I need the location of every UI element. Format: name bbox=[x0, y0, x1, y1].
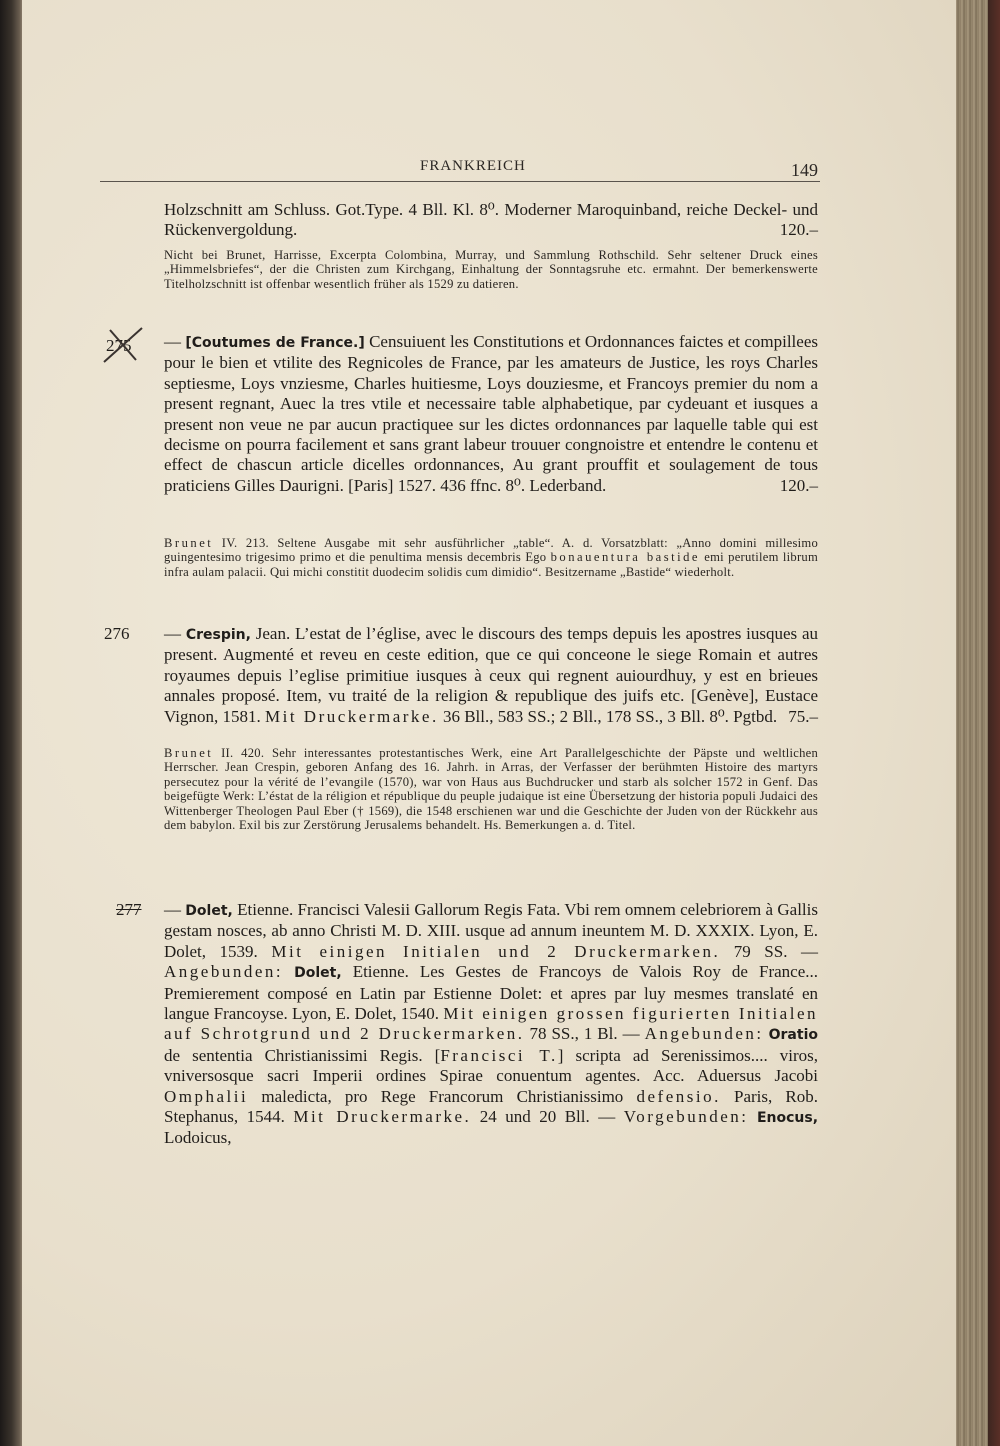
header-rule bbox=[100, 181, 820, 182]
entry-price: 75.– bbox=[788, 706, 818, 726]
catalog-page bbox=[22, 0, 956, 1446]
entry-price: 120.– bbox=[779, 220, 818, 240]
entry-number-277: 277 bbox=[116, 900, 142, 919]
pencil-cross-mark bbox=[96, 322, 152, 370]
book-fore-edge-right bbox=[954, 0, 1000, 1446]
entry-continuation-note: Nicht bei Brunet, Harrisse, Excerpta Colombina, Murray, und Sammlung Rothschild. Sehr seltener Druck eines „Himmelsbriefes“, der die Christen zum Kirchgang, Einhaltung der Sonntagsruhe etc. ermahnt. Der bemerkenswerte Titelholzschnitt ist offenbar wesentlich früher als 1529 zu datieren. bbox=[164, 248, 818, 291]
entry-275-title: [Coutumes de France.] bbox=[185, 335, 365, 351]
entry-continuation-text: Holzschnitt am Schluss. Got.Type. 4 Bll. Kl. 8⁰. Moderner Maroquinband, reiche Deckel- und Rückenvergoldung. 120.– bbox=[164, 200, 818, 240]
page-header bbox=[100, 156, 820, 186]
entry-277-author: Dolet, bbox=[185, 903, 233, 919]
entry-276-author: Crespin, bbox=[185, 627, 251, 643]
entry-275-text: — [Coutumes de France.] Censuiuent les Constitutions et Ordonnances faictes et compillees pour le bien et vtilite des Regnicoles de France, par les amateurs de Justice, les roys Charles septiesme, Loys vnziesme, Charles huitiesme, Loys douziesme, et Francoys premier du nom a present regnant, Auec la tres vtile et necessaire table alphabetique, par cydeuant et iusques a present non veue ne par aucun practiquee sur les dictes ordonnances par laquelle table qui est decisme on pourra facilement et sans grant labeur trouuer congnoistre et entendre le contenu et effect de chascun article dicelles ordonnances, Au grant prouffit et soulagement de tous praticiens Gilles Daurigni. [Paris] 1527. 436 ffnc. 8⁰. Lederband. 120.– bbox=[164, 332, 818, 495]
page-number: 149 bbox=[791, 160, 818, 180]
entry-275-note: Brunet IV. 213. Seltene Ausgabe mit sehr ausführlicher „table“. A. d. Vorsatzblatt: „Anno domini millesimo guingentesimo trigesimo primo et die penultima mensis decembris Ego bonauentura bastide emi perutilem librum infra aulam palacii. Qui michi constitit duodecim solidis cum dimidio“. Besitzername „Bastide“ wiederholt. bbox=[164, 536, 818, 579]
entry-276-note: Brunet II. 420. Sehr interessantes protestantisches Werk, eine Art Parallelgeschichte der Päpste und weltlichen Herrscher. Jean Crespin, geboren Anfang des 16. Jahrh. in Arras, der Verfasser der berühmten Histoire des martyrs persecutez pour la vérité de l’evangile (1570), war von Haus aus Buchdrucker und starb als solcher 1572 in Genf. Das beigefügte Werk: L’éstat de la réligion et république du peuple judaique ist eine Übersetzung der historia populi Judaici des Wittenberger Theologen Paul Eber († 1569), die 1548 erschienen war und die Geschichte der Juden von der Rückkehr aus dem babylon. Exil bis zur Zerstörung Jerusalems behandelt. Hs. Bemerkungen a. d. Titel. bbox=[164, 746, 819, 833]
entry-price: 120.– bbox=[779, 475, 818, 495]
entry-number-276: 276 bbox=[104, 624, 130, 643]
entry-276-text: — Crespin, Jean. L’estat de l’église, avec le discours des temps depuis les apostres iusques au present. Augmenté et reveu en ceste edition, que ce qui conceone le siege Romain et autres royaumes depuis l’eglise primitiue iusques à ceux qui regnent auiourdhuy, y est en brieues annales proposé. Item, vu traité de la religion & republique des juifs etc. [Genève], Eustace Vignon, 1581. Mit Druckermarke. 36 Bll., 583 SS.; 2 Bll., 178 SS., 3 Bll. 8⁰. Pgtbd. 75.– bbox=[164, 624, 818, 726]
entry-277-text: — Dolet, Etienne. Francisci Valesii Gallorum Regis Fata. Vbi rem omnem celebriorem à Gallis gestam nosces, ab anno Christi M. D. XIII. usque ad annum ineuntem M. D. XXXIX. Lyon, E. Dolet, 1539. Mit einigen Initialen und 2 Druckermarken. 79 SS. — Angebunden: Dolet, Etienne. Les Gestes de Francoys de Valois Roy de France... Premierement composé en Latin par Estienne Dolet: et apres par luy mesmes translaté en langue Francoyse. Lyon, E. Dolet, 1540. Mit einigen grossen figurierten Initialen auf Schrotgrund und 2 Druckermarken. 78 SS., 1 Bl. — Angebunden: Oratio de sententia Christianissimi Regis. [Francisci T.] scripta ad Serenissimos.... viros, vniversosque sacri Imperii ordines Spirae conuentum agentes. Acc. Aduersus Jacobi Omphalii maledicta, pro Rege Francorum Christianissimo defensio. Paris, Rob. Stephanus, 1544. Mit Druckermarke. 24 und 20 Bll. — Vorgebunden: Enocus, Lodoicus, bbox=[164, 900, 819, 1148]
entry-number-275: 275 bbox=[106, 336, 132, 355]
running-title: FRANKREICH bbox=[420, 158, 526, 174]
